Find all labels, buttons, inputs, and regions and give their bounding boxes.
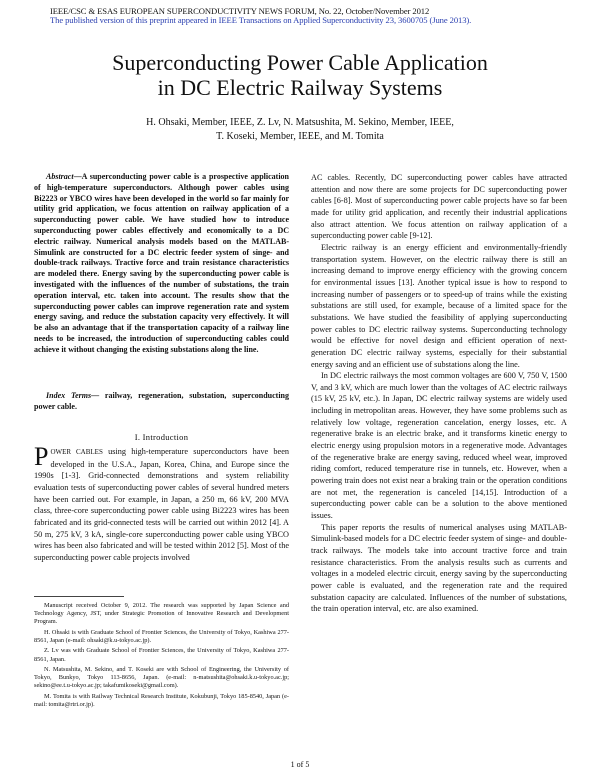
footnote: Manuscript received October 9, 2012. The research was supported by Japan Science and Technology Agency, JST, under Strategic Promotion of Innovative Research and Development Program. xyxy=(34,602,289,626)
footnotes xyxy=(34,602,289,712)
abstract-label: Abstract xyxy=(46,172,74,181)
paper-title xyxy=(0,50,600,100)
section-heading: I. Introduction xyxy=(134,432,189,442)
paragraph: This paper reports the results of numerical analyses using MATLAB-Simulink-based models for a DC electric feeder system of singe- and double-track railways. The models take into account tractive force and train resistance characteristics. From the analysis results such as currents and voltages in a modeled electric circuit, energy saving by the superconducting power cable is evaluated, and the regeneration rate and the required substation capacity are calculated. Influences of the number of substations, the train operation interval, etc. are also examined. xyxy=(311,522,567,614)
paragraph: In DC electric railways the most common voltages are 600 V, 750 V, 1500 V, and 3 kV, which are much lower than the voltages of AC electric railways (15 kV, 25 kV, etc.). In Japan, DC electric railway systems are widely used including in metropolitan areas. However, they have some problems such as relatively low voltage, regeneration cancelation, energy losses, etc. A regenerative brake is an electric brake, and it transforms kinetic energy to electric energy using propulsion motors in a regenerative mode. Advantages of the regenerative brake are energy saving, reduced wheel wear, improved riding comfort, reduced temperature rise in tunnels, etc. However, when a powering train does not exist near a braking train or the operation conditions are not met, the regeneration is canceled [14,15]. Introduction of a superconducting power cable can be a solution to the above mentioned issues. xyxy=(311,371,567,521)
preprint-notice: The published version of this preprint appeared in IEEE Transactions on Applied Superconductivity 23, 3600705 (June 2013). xyxy=(50,15,472,25)
authors-line-2: T. Koseki, Member, IEEE, and M. Tomita xyxy=(216,131,384,142)
index-terms xyxy=(34,391,289,413)
authors-line-1: H. Ohsaki, Member, IEEE, Z. Lv, N. Matsushita, M. Sekino, Member, IEEE, xyxy=(146,117,454,128)
footnote-rule xyxy=(34,596,124,597)
footnote: Z. Lv was with Graduate School of Frontier Sciences, the University of Tokyo, Kashiwa 277-8561, Japan. xyxy=(34,647,289,663)
page-number: 1 of 5 xyxy=(290,760,310,769)
paragraph: AC cables. Recently, DC superconducting power cables have attracted attention and now there are some projects for DC superconducting power cables [6-8]. Most of superconducting power cable projects have so far been made for utility grid application, and recently their industrial applications also attract attention. We focus attention on railway application of a superconducting power cable [9-12]. xyxy=(311,173,567,241)
drop-cap: P xyxy=(34,442,49,471)
author-list xyxy=(0,116,600,144)
title-line-1: Superconducting Power Cable Application xyxy=(112,50,488,75)
footnote: M. Tomita is with Railway Technical Research Institute, Kokubunji, Tokyo 185-8540, Japan (e-mail: tomita@rtri.or.jp). xyxy=(34,692,289,709)
intro-body: using high-temperature superconductors have been developed in the U.S.A., Japan, Korea, China, and Europe since the 1990s [1-3]. Grid-connected demonstrations and system reliability evaluation tests of superconducting power cables of several hundred meters have been carried out. For example, in Japan, a 250 m, 66 kV, 200 MVA class, three-core superconducting power cable using Bi2223 wires has been fabricated and its grid-connected tests will be carried out within 2012 [4]. A 50 m, 275 kV, 3 kA, single-core superconducting power cable using YBCO wires has been also fabricated and will be tested within 2012 [5]. Most of the superconducting power cable projects involved xyxy=(34,447,289,562)
abstract xyxy=(34,172,289,356)
paragraph: Electric railway is an energy efficient and environmentally-friendly transportation system. However, on the electric railway there is still an increasing demand to improve energy efficiency with the growing concern for environmental issues [13]. Another typical issue is how to respond to increasing number of passengers or to speed-up of trains while the existing substations are still used, for example, because of a limited space for the substations. We have studied the feasibility of applying superconducting power cables to DC electric railway systems. Superconducting technology would be effective for novel design and efficient operation of next-generation DC electric railway systems, especially for their substantial energy saving and an efficient use of substations along the line. xyxy=(311,242,567,369)
abstract-text: —A superconducting power cable is a prospective application of high-temperature superconductors. Although power cables using Bi2223 or YBCO wires have been developed in the world so far mainly for utility grid application, we focus attention on railway application of a superconducting power cable. We have studied how to introduce superconducting power cables effectively and economically to a DC electric railway. Numerical analysis models based on the MATLAB-Simulink are constructed for a DC electric feeder system of singe- and double-track railways. Tractive force and train resistance characteristics are modeled there. Energy saving by the superconducting power cable is investigated with the influences of the number of substations, the train operation interval, etc. taken into account. The results show that the superconducting power cables can improve regeneration rate and system energy saving, and reduce the substation capacity very effectively. It will be also an advantage that if the transportation capacity of a railway line needs to be increased, the introduction of superconducting cables could achieve it without changing the existing substations along the line. xyxy=(34,172,289,354)
intro-smallcaps: OWER CABLES xyxy=(50,448,103,456)
introduction-text xyxy=(34,442,289,564)
title-line-2: in DC Electric Railway Systems xyxy=(157,75,443,100)
index-terms-text: — railway, regeneration, substation, superconducting power cable. xyxy=(34,391,289,411)
right-column xyxy=(311,172,567,615)
footnote: N. Matsushita, M. Sekino, and T. Koseki are with School of Engineering, the University of Tokyo, Bunkyo, Tokyo 113-8656, Japan. (e-mail: n-matsushita@ohsaki.k.u-tokyo.ac.jp; sekino@ee.t.u-tokyo.ac.jp; takafumikoseki@gmail.com). xyxy=(34,666,289,690)
footnote: H. Ohsaki is with Graduate School of Frontier Sciences, the University of Tokyo, Kashiwa 277-8561, Japan (e-mail: ohsaki@k.u-tokyo.ac.jp). xyxy=(34,628,289,644)
journal-header: IEEE/CSC & ESAS EUROPEAN SUPERCONDUCTIVITY NEWS FORUM, No. 22, October/November 2012 xyxy=(50,6,430,16)
index-terms-label: Index Terms xyxy=(46,391,92,400)
